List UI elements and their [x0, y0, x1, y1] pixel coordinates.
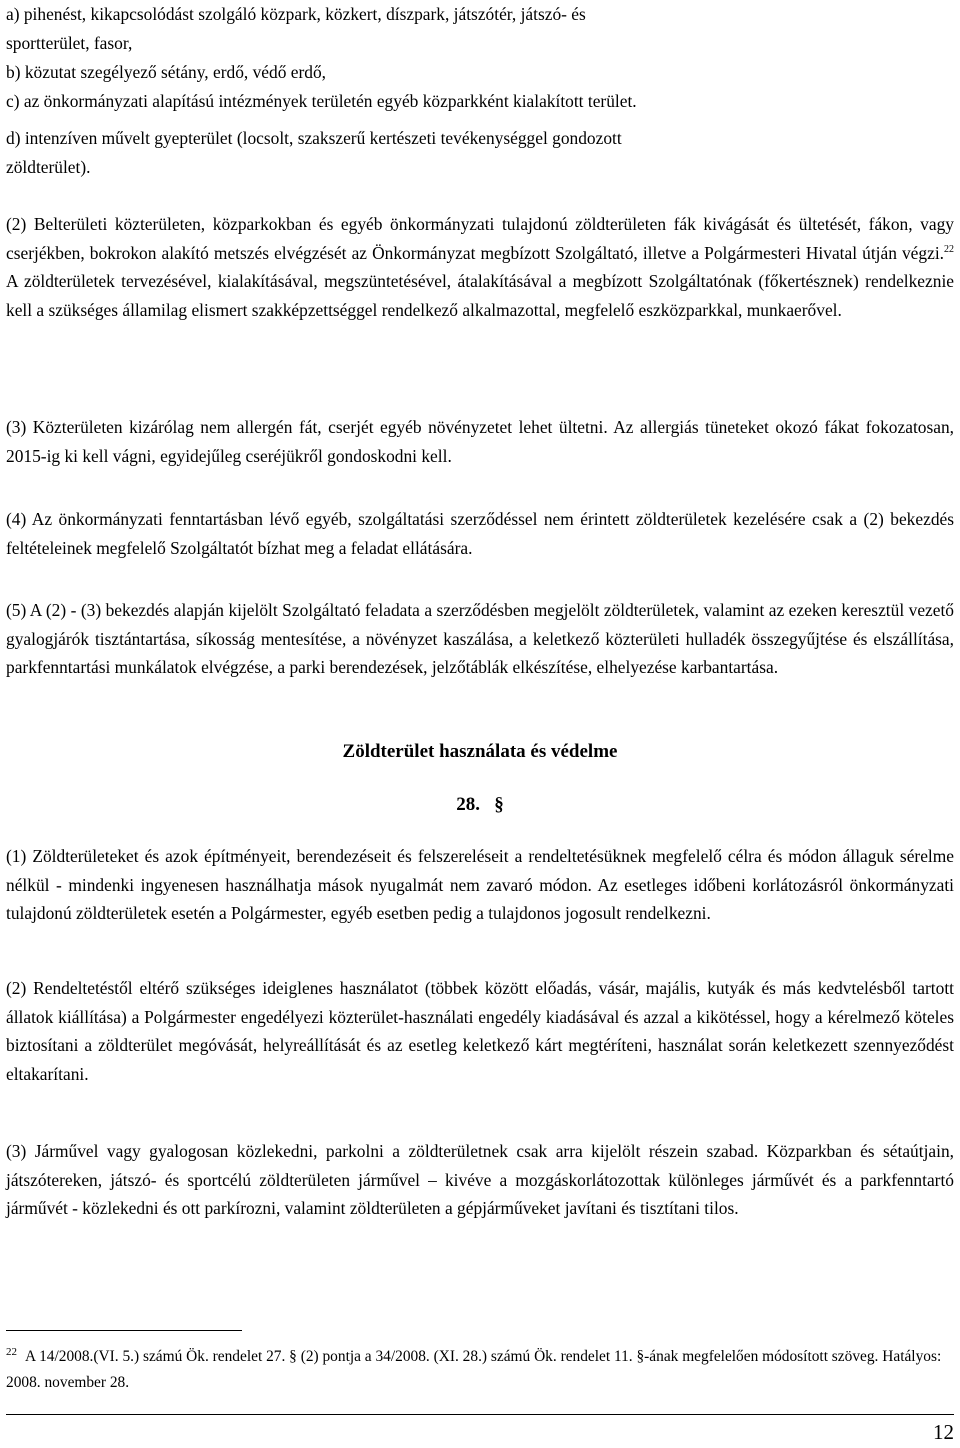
paragraph-2-text-a: (2) Belterületi közterületen, közparkokban és egyéb önkormányzati tulajdonú zöldterületen fák kivágását és ültetését, fákon, vagy cserjékben, bokrokon alakító metszés elvégzését az Önkormányzat megbízott Szolgáltató, illetve a Polgármesteri Hivatal útján végzi.: [6, 214, 954, 263]
paragraph-4: (4) Az önkormányzati fenntartásban lévő egyéb, szolgáltatási szerződéssel nem érintett zöldterületek kezelésére csak a (2) bekezdés feltételeinek megfelelő Szolgáltatót bízhat meg a feladat ellátására.: [6, 509, 954, 558]
list-item-c: c) az önkormányzati alapítású intézmények területén egyéb közparkként kialakított terület.: [6, 91, 637, 111]
paragraph-2-text-b: A zöldterületek tervezésével, kialakításával, megszüntetésével, átalakításával a megbízott Szolgáltatónak (főkertésznek) rendelkeznie kell a szükséges államilag elismert szakképzettséggel rendelkező alkalmazottal, megfelelő eszközparkkal, munkaerővel.: [6, 271, 954, 320]
section-number: 28. §: [456, 794, 504, 815]
section-28-paragraph-1: (1) Zöldterületeket és azok építményeit, berendezéseit és felszereléseit a rendeltetésüknek megfelelő célra és módon állaguk sérelme nélkül - mindenki ingyenesen használhatja mások nyugalmát nem zavaró módon. Az esetleges időbeni korlátozásról önkormányzati tulajdonú zöldterületek esetén a Polgármester, egyéb esetben pedig a tulajdonos jogosult rendelkezni.: [6, 846, 954, 924]
footnote-text: A 14/2008.(VI. 5.) számú Ök. rendelet 27. § (2) pontja a 34/2008. (XI. 28.) számú Ök. rendelet 11. §-ának megfelelően módosított szöveg. Hatályos: 2008. november 28.: [6, 1348, 942, 1391]
list-item-d-line2: zöldterület).: [6, 157, 91, 177]
footnote-number: 22: [6, 1346, 17, 1358]
footnote-reference[interactable]: 22: [944, 243, 954, 255]
list-item-b: b) közutat szegélyező sétány, erdő, védő erdő,: [6, 62, 326, 82]
section-28-paragraph-3: (3) Járművel vagy gyalogosan közlekedni, parkolni a zöldterületnek csak arra kijelölt részein szabad. Közparkban és sétaútjain, játszótereken, játszó- és sportcélú zöldterületen járművel – kivéve a mozgáskorlátozottak különleges járművét és a parkfenntartó járművét - közlekedni és ott parkírozni, valamint zöldterületen a gépjárműveket javítani és tisztítani tilos.: [6, 1141, 954, 1219]
paragraph-5: (5) A (2) - (3) bekezdés alapján kijelölt Szolgáltató feladata a szerződésben megjelölt zöldterületek, valamint az ezeken keresztül vezető gyalogjárók tisztántartása, síkosság mentesítése, a növényzet kaszálása, a keletkező közterületi hulladék összegyűjtése és elszállítása, parkfenntartási munkálatok elvégzése, a parki berendezések, jelzőtáblák elkészítése, elhelyezése karbantartása.: [6, 600, 954, 678]
paragraph-3: (3) Közterületen kizárólag nem allergén fát, cserjét egyéb növényzetet lehet ültetni. Az allergiás tüneteket okozó fákat fokozatosan, 2015-ig ki kell vágni, egyidejűleg cseréjükről gondoskodni kell.: [6, 417, 954, 466]
page-bottom-rule: [6, 1414, 954, 1415]
footnote: [6, 1344, 954, 1396]
paragraph-2: [6, 210, 954, 324]
list-item-a-line2: sportterület, fasor,: [6, 33, 133, 53]
section-28-paragraph-2: (2) Rendeltetéstől eltérő szükséges ideiglenes használatot (többek között előadás, vásár, majális, kutyák és más kedvtelésből tartott állatok kiállítása) a Polgármester engedélyezi közterület-használati engedély kiadásával és azzal a kikötéssel, hogy a kérelmező köteles biztosítani a zöldterület megóvását, helyreállítását és az esetleg keletkező kárt megtéríteni, használat során keletkezett szennyeződést eltakarítani.: [6, 978, 954, 1084]
page-number: 12: [933, 1420, 954, 1444]
section-title: Zöldterület használata és védelme: [342, 741, 618, 762]
footnote-separator: [6, 1330, 242, 1331]
list-item-a-line1: a) pihenést, kikapcsolódást szolgáló közpark, közkert, díszpark, játszótér, játszó- és: [6, 4, 586, 24]
list-item-d-line1: d) intenzíven művelt gyepterület (locsolt, szakszerű kertészeti tevékenységgel gondozott: [6, 128, 622, 148]
